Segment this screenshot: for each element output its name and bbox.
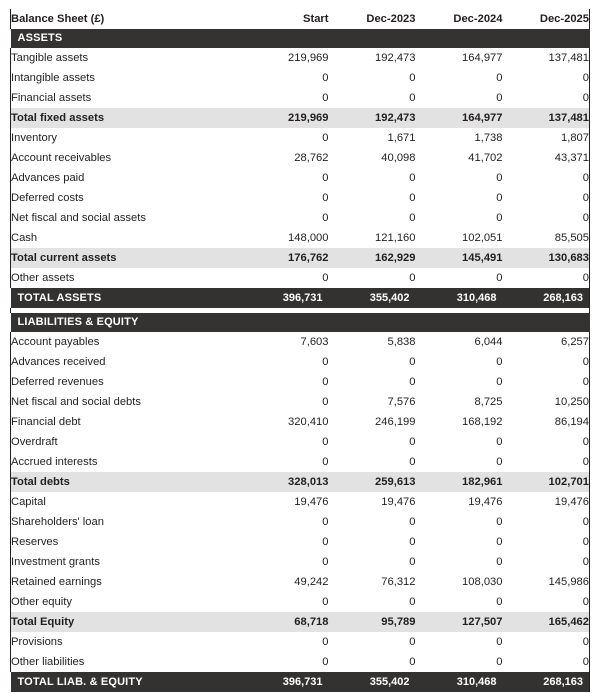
- cell-intangible-assets-dec-2025: 0: [503, 68, 590, 88]
- cell-net-fiscal-and-social-assets-start: 0: [242, 208, 329, 228]
- cell-net-fiscal-and-social-assets-dec-2023: 0: [329, 208, 416, 228]
- cell-tangible-assets-dec-2025: 137,481: [503, 48, 590, 68]
- cell-intangible-assets-dec-2023: 0: [329, 68, 416, 88]
- cell-capital-dec-2024: 19,476: [416, 492, 503, 512]
- cell-total-debts-dec-2025: 102,701: [503, 472, 590, 492]
- cell-provisions-start: 0: [242, 632, 329, 652]
- section-header-label: ASSETS: [11, 29, 590, 48]
- table-row: [11, 492, 590, 512]
- cell-deferred-revenues-dec-2025: 0: [503, 372, 590, 392]
- table-row: [11, 228, 590, 248]
- table-row: [11, 168, 590, 188]
- table-header-row: [11, 9, 590, 29]
- cell-shareholders-loan-dec-2024: 0: [416, 512, 503, 532]
- row-label-other-liabilities: Other liabilities: [11, 652, 242, 672]
- cell-advances-paid-dec-2023: 0: [329, 168, 416, 188]
- row-label-shareholders-loan: Shareholders' loan: [11, 512, 242, 532]
- cell-total-fixed-assets-dec-2025: 137,481: [503, 108, 590, 128]
- cell-investment-grants-dec-2023: 0: [329, 552, 416, 572]
- cell-total-equity-dec-2024: 127,507: [416, 612, 503, 632]
- cell-retained-earnings-dec-2025: 145,986: [503, 572, 590, 592]
- column-header-start: Start: [303, 13, 329, 25]
- cell-financial-assets-dec-2025: 0: [503, 88, 590, 108]
- row-label-account-payables: Account payables: [11, 332, 242, 352]
- cell-other-liabilities-dec-2023: 0: [329, 652, 416, 672]
- cell-other-equity-dec-2023: 0: [329, 592, 416, 612]
- cell-overdraft-start: 0: [242, 432, 329, 452]
- table-row: [11, 572, 590, 592]
- grand-total-row: [11, 288, 590, 308]
- cell-retained-earnings-dec-2023: 76,312: [329, 572, 416, 592]
- cell-total-equity-dec-2025: 165,462: [503, 612, 590, 632]
- cell-total-liab-equity-dec-2023: 355,402: [329, 672, 416, 692]
- cell-advances-received-dec-2024: 0: [416, 352, 503, 372]
- cell-total-debts-start: 328,013: [242, 472, 329, 492]
- table-row: [11, 68, 590, 88]
- cell-net-fiscal-and-social-assets-dec-2024: 0: [416, 208, 503, 228]
- cell-other-equity-start: 0: [242, 592, 329, 612]
- cell-accrued-interests-dec-2023: 0: [329, 452, 416, 472]
- cell-total-liab-equity-dec-2025: 268,163: [503, 672, 590, 692]
- cell-inventory-dec-2023: 1,671: [329, 128, 416, 148]
- cell-overdraft-dec-2025: 0: [503, 432, 590, 452]
- cell-investment-grants-start: 0: [242, 552, 329, 572]
- cell-investment-grants-dec-2024: 0: [416, 552, 503, 572]
- cell-financial-debt-dec-2023: 246,199: [329, 412, 416, 432]
- row-label-overdraft: Overdraft: [11, 432, 242, 452]
- table-title: Balance Sheet (£): [11, 9, 242, 29]
- cell-total-liab-equity-start: 396,731: [242, 672, 329, 692]
- table-row: [11, 268, 590, 288]
- row-label-net-fiscal-and-social-debts: Net fiscal and social debts: [11, 392, 242, 412]
- cell-inventory-start: 0: [242, 128, 329, 148]
- cell-shareholders-loan-dec-2025: 0: [503, 512, 590, 532]
- cell-tangible-assets-start: 219,969: [242, 48, 329, 68]
- row-label-advances-received: Advances received: [11, 352, 242, 372]
- cell-other-liabilities-dec-2024: 0: [416, 652, 503, 672]
- cell-account-receivables-start: 28,762: [242, 148, 329, 168]
- cell-account-receivables-dec-2023: 40,098: [329, 148, 416, 168]
- cell-net-fiscal-and-social-debts-dec-2024: 8,725: [416, 392, 503, 412]
- balance-sheet-table: [10, 9, 590, 692]
- table-row: [11, 148, 590, 168]
- cell-account-payables-start: 7,603: [242, 332, 329, 352]
- table-row: [11, 632, 590, 652]
- row-label-other-equity: Other equity: [11, 592, 242, 612]
- cell-total-current-assets-start: 176,762: [242, 248, 329, 268]
- row-label-cash: Cash: [11, 228, 242, 248]
- cell-cash-dec-2023: 121,160: [329, 228, 416, 248]
- table-row: [11, 128, 590, 148]
- cell-total-liab-equity-dec-2024: 310,468: [416, 672, 503, 692]
- cell-account-payables-dec-2024: 6,044: [416, 332, 503, 352]
- cell-total-fixed-assets-start: 219,969: [242, 108, 329, 128]
- column-header-dec-2025: Dec-2025: [503, 9, 590, 29]
- cell-provisions-dec-2023: 0: [329, 632, 416, 652]
- cell-financial-debt-dec-2025: 86,194: [503, 412, 590, 432]
- cell-total-fixed-assets-dec-2023: 192,473: [329, 108, 416, 128]
- row-label-total-equity: Total Equity: [11, 612, 242, 632]
- cell-provisions-dec-2024: 0: [416, 632, 503, 652]
- row-label-investment-grants: Investment grants: [11, 552, 242, 572]
- table-row: [11, 552, 590, 572]
- cell-investment-grants-dec-2025: 0: [503, 552, 590, 572]
- row-label-reserves: Reserves: [11, 532, 242, 552]
- cell-financial-assets-dec-2023: 0: [329, 88, 416, 108]
- cell-advances-received-start: 0: [242, 352, 329, 372]
- cell-account-payables-dec-2025: 6,257: [503, 332, 590, 352]
- cell-account-receivables-dec-2025: 43,371: [503, 148, 590, 168]
- cell-reserves-dec-2024: 0: [416, 532, 503, 552]
- cell-shareholders-loan-dec-2023: 0: [329, 512, 416, 532]
- cell-total-current-assets-dec-2025: 130,683: [503, 248, 590, 268]
- cell-deferred-costs-start: 0: [242, 188, 329, 208]
- cell-retained-earnings-dec-2024: 108,030: [416, 572, 503, 592]
- cell-tangible-assets-dec-2023: 192,473: [329, 48, 416, 68]
- cell-deferred-costs-dec-2023: 0: [329, 188, 416, 208]
- cell-total-assets-start: 396,731: [242, 288, 329, 308]
- row-label-financial-debt: Financial debt: [11, 412, 242, 432]
- row-label-deferred-revenues: Deferred revenues: [11, 372, 242, 392]
- cell-advances-paid-dec-2025: 0: [503, 168, 590, 188]
- cell-accrued-interests-start: 0: [242, 452, 329, 472]
- column-header-dec-2023: Dec-2023: [366, 13, 416, 25]
- cell-advances-received-dec-2025: 0: [503, 352, 590, 372]
- section-header-assets: [11, 29, 590, 48]
- row-label-intangible-assets: Intangible assets: [11, 68, 242, 88]
- row-label-accrued-interests: Accrued interests: [11, 452, 242, 472]
- balance-sheet-container: [10, 9, 589, 693]
- cell-total-assets-dec-2025: 268,163: [503, 288, 590, 308]
- cell-advances-paid-start: 0: [242, 168, 329, 188]
- cell-total-debts-dec-2024: 182,961: [416, 472, 503, 492]
- table-row: [11, 352, 590, 372]
- cell-inventory-dec-2024: 1,738: [416, 128, 503, 148]
- row-label-provisions: Provisions: [11, 632, 242, 652]
- cell-cash-dec-2024: 102,051: [416, 228, 503, 248]
- row-label-net-fiscal-and-social-assets: Net fiscal and social assets: [11, 208, 242, 228]
- cell-financial-debt-dec-2024: 168,192: [416, 412, 503, 432]
- cell-deferred-costs-dec-2024: 0: [416, 188, 503, 208]
- cell-other-assets-dec-2024: 0: [416, 268, 503, 288]
- table-row: [11, 88, 590, 108]
- cell-advances-paid-dec-2024: 0: [416, 168, 503, 188]
- cell-capital-dec-2025: 19,476: [503, 492, 590, 512]
- row-label-retained-earnings: Retained earnings: [11, 572, 242, 592]
- cell-tangible-assets-dec-2024: 164,977: [416, 48, 503, 68]
- cell-total-assets-dec-2023: 355,402: [329, 288, 416, 308]
- cell-shareholders-loan-start: 0: [242, 512, 329, 532]
- cell-capital-dec-2023: 19,476: [329, 492, 416, 512]
- table-row: [11, 532, 590, 552]
- cell-net-fiscal-and-social-debts-dec-2025: 10,250: [503, 392, 590, 412]
- cell-cash-dec-2025: 85,505: [503, 228, 590, 248]
- cell-inventory-dec-2025: 1,807: [503, 128, 590, 148]
- cell-provisions-dec-2025: 0: [503, 632, 590, 652]
- row-label-deferred-costs: Deferred costs: [11, 188, 242, 208]
- subtotal-row: [11, 472, 590, 492]
- table-row: [11, 432, 590, 452]
- cell-total-fixed-assets-dec-2024: 164,977: [416, 108, 503, 128]
- table-row: [11, 188, 590, 208]
- table-row: [11, 452, 590, 472]
- row-label-capital: Capital: [11, 492, 242, 512]
- cell-total-assets-dec-2024: 310,468: [416, 288, 503, 308]
- cell-deferred-revenues-dec-2023: 0: [329, 372, 416, 392]
- subtotal-row: [11, 108, 590, 128]
- cell-reserves-dec-2025: 0: [503, 532, 590, 552]
- table-row: [11, 48, 590, 68]
- cell-accrued-interests-dec-2024: 0: [416, 452, 503, 472]
- cell-overdraft-dec-2024: 0: [416, 432, 503, 452]
- table-row: [11, 372, 590, 392]
- cell-other-liabilities-dec-2025: 0: [503, 652, 590, 672]
- cell-capital-start: 19,476: [242, 492, 329, 512]
- cell-cash-start: 148,000: [242, 228, 329, 248]
- cell-deferred-costs-dec-2025: 0: [503, 188, 590, 208]
- cell-deferred-revenues-start: 0: [242, 372, 329, 392]
- row-label-total-current-assets: Total current assets: [11, 248, 242, 268]
- table-row: [11, 392, 590, 412]
- subtotal-row: [11, 612, 590, 632]
- subtotal-row: [11, 248, 590, 268]
- table-row: [11, 592, 590, 612]
- cell-other-assets-dec-2023: 0: [329, 268, 416, 288]
- row-label-total-fixed-assets: Total fixed assets: [11, 108, 242, 128]
- cell-overdraft-dec-2023: 0: [329, 432, 416, 452]
- cell-financial-assets-start: 0: [242, 88, 329, 108]
- cell-advances-received-dec-2023: 0: [329, 352, 416, 372]
- cell-other-assets-start: 0: [242, 268, 329, 288]
- cell-reserves-dec-2023: 0: [329, 532, 416, 552]
- cell-total-current-assets-dec-2024: 145,491: [416, 248, 503, 268]
- cell-other-assets-dec-2025: 0: [503, 268, 590, 288]
- row-label-total-debts: Total debts: [11, 472, 242, 492]
- row-label-advances-paid: Advances paid: [11, 168, 242, 188]
- cell-accrued-interests-dec-2025: 0: [503, 452, 590, 472]
- cell-net-fiscal-and-social-debts-start: 0: [242, 392, 329, 412]
- cell-reserves-start: 0: [242, 532, 329, 552]
- cell-net-fiscal-and-social-debts-dec-2023: 7,576: [329, 392, 416, 412]
- cell-total-equity-start: 68,718: [242, 612, 329, 632]
- cell-financial-assets-dec-2024: 0: [416, 88, 503, 108]
- cell-account-payables-dec-2023: 5,838: [329, 332, 416, 352]
- column-header-dec-2024: Dec-2024: [453, 13, 503, 25]
- grand-total-row: [11, 672, 590, 692]
- cell-intangible-assets-dec-2024: 0: [416, 68, 503, 88]
- cell-other-liabilities-start: 0: [242, 652, 329, 672]
- row-label-inventory: Inventory: [11, 128, 242, 148]
- cell-retained-earnings-start: 49,242: [242, 572, 329, 592]
- row-label-total-liab-equity: TOTAL LIAB. & EQUITY: [11, 672, 242, 692]
- cell-intangible-assets-start: 0: [242, 68, 329, 88]
- cell-total-equity-dec-2023: 95,789: [329, 612, 416, 632]
- cell-other-equity-dec-2024: 0: [416, 592, 503, 612]
- cell-total-debts-dec-2023: 259,613: [329, 472, 416, 492]
- table-row: [11, 512, 590, 532]
- cell-financial-debt-start: 320,410: [242, 412, 329, 432]
- table-row: [11, 208, 590, 228]
- row-label-total-assets: TOTAL ASSETS: [11, 288, 242, 308]
- row-label-tangible-assets: Tangible assets: [11, 48, 242, 68]
- row-label-financial-assets: Financial assets: [11, 88, 242, 108]
- row-label-account-receivables: Account receivables: [11, 148, 242, 168]
- section-header-liabilities-equity: [11, 313, 590, 332]
- section-header-label: LIABILITIES & EQUITY: [11, 313, 590, 332]
- cell-total-current-assets-dec-2023: 162,929: [329, 248, 416, 268]
- row-label-other-assets: Other assets: [11, 268, 242, 288]
- table-row: [11, 412, 590, 432]
- table-row: [11, 332, 590, 352]
- cell-account-receivables-dec-2024: 41,702: [416, 148, 503, 168]
- table-row: [11, 652, 590, 672]
- cell-other-equity-dec-2025: 0: [503, 592, 590, 612]
- cell-deferred-revenues-dec-2024: 0: [416, 372, 503, 392]
- cell-net-fiscal-and-social-assets-dec-2025: 0: [503, 208, 590, 228]
